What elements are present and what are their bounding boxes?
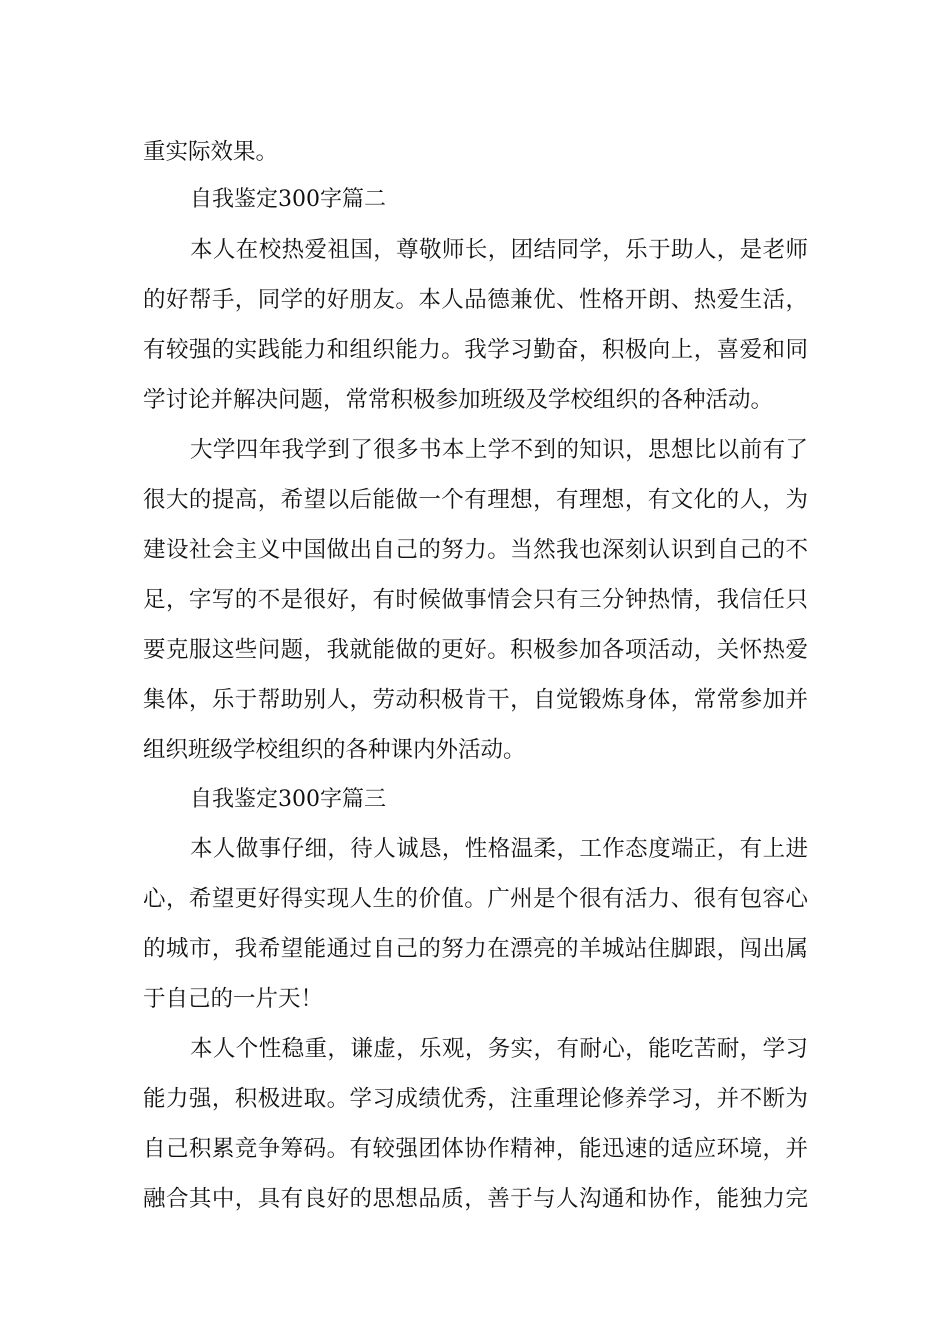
paragraph-2-line-6: 集体，乐于帮助别人，劳动积极肯干，自觉锻炼身体，常常参加并 (143, 687, 808, 713)
paragraph-2-line-7: 组织班级学校组织的各种课内外活动。 (143, 737, 526, 763)
paragraph-2-line-3: 建设社会主义中国做出自己的努力。当然我也深刻认识到自己的不 (143, 537, 808, 563)
paragraph-2-line-1: 大学四年我学到了很多书本上学不到的知识，思想比以前有了 (190, 437, 808, 463)
section-heading-3: 自我鉴定300字篇三 (190, 787, 386, 812)
paragraph-1-line-3: 有较强的实践能力和组织能力。我学习勤奋，积极向上，喜爱和同 (143, 337, 808, 363)
paragraph-1-line-1: 本人在校热爱祖国，尊敬师长，团结同学，乐于助人，是老师 (190, 237, 808, 263)
paragraph-2-line-2: 很大的提高，希望以后能做一个有理想，有理想，有文化的人，为 (143, 487, 808, 513)
paragraph-3-line-4: 于自己的一片天！ (143, 986, 324, 1012)
paragraph-4-line-2: 能力强，积极进取。学习成绩优秀，注重理论修养学习，并不断为 (143, 1086, 808, 1112)
paragraph-1-line-2: 的好帮手，同学的好朋友。本人品德兼优、性格开朗、热爱生活， (143, 287, 808, 313)
paragraph-3-line-1: 本人做事仔细，待人诚恳，性格温柔，工作态度端正，有上进 (190, 836, 808, 862)
section-heading-2: 自我鉴定300字篇二 (190, 187, 386, 212)
paragraph-0-line-1: 重实际效果。 (143, 139, 279, 165)
paragraph-3-line-2: 心，希望更好得实现人生的价值。广州是个很有活力、很有包容心 (143, 886, 808, 912)
paragraph-3-line-3: 的城市，我希望能通过自己的努力在漂亮的羊城站住脚跟，闯出属 (143, 936, 808, 962)
paragraph-1-line-4: 学讨论并解决问题，常常积极参加班级及学校组织的各种活动。 (143, 387, 774, 413)
paragraph-4-line-4: 融合其中，具有良好的思想品质，善于与人沟通和协作，能独力完 (143, 1186, 808, 1212)
paragraph-2-line-4: 足，字写的不是很好，有时候做事情会只有三分钟热情，我信任只 (143, 587, 808, 613)
paragraph-4-line-3: 自己积累竞争筹码。有较强团体协作精神，能迅速的适应环境，并 (143, 1136, 808, 1162)
paragraph-4-line-1: 本人个性稳重，谦虚，乐观，务实，有耐心，能吃苦耐，学习 (190, 1036, 808, 1062)
paragraph-2-line-5: 要克服这些问题，我就能做的更好。积极参加各项活动，关怀热爱 (143, 637, 808, 663)
